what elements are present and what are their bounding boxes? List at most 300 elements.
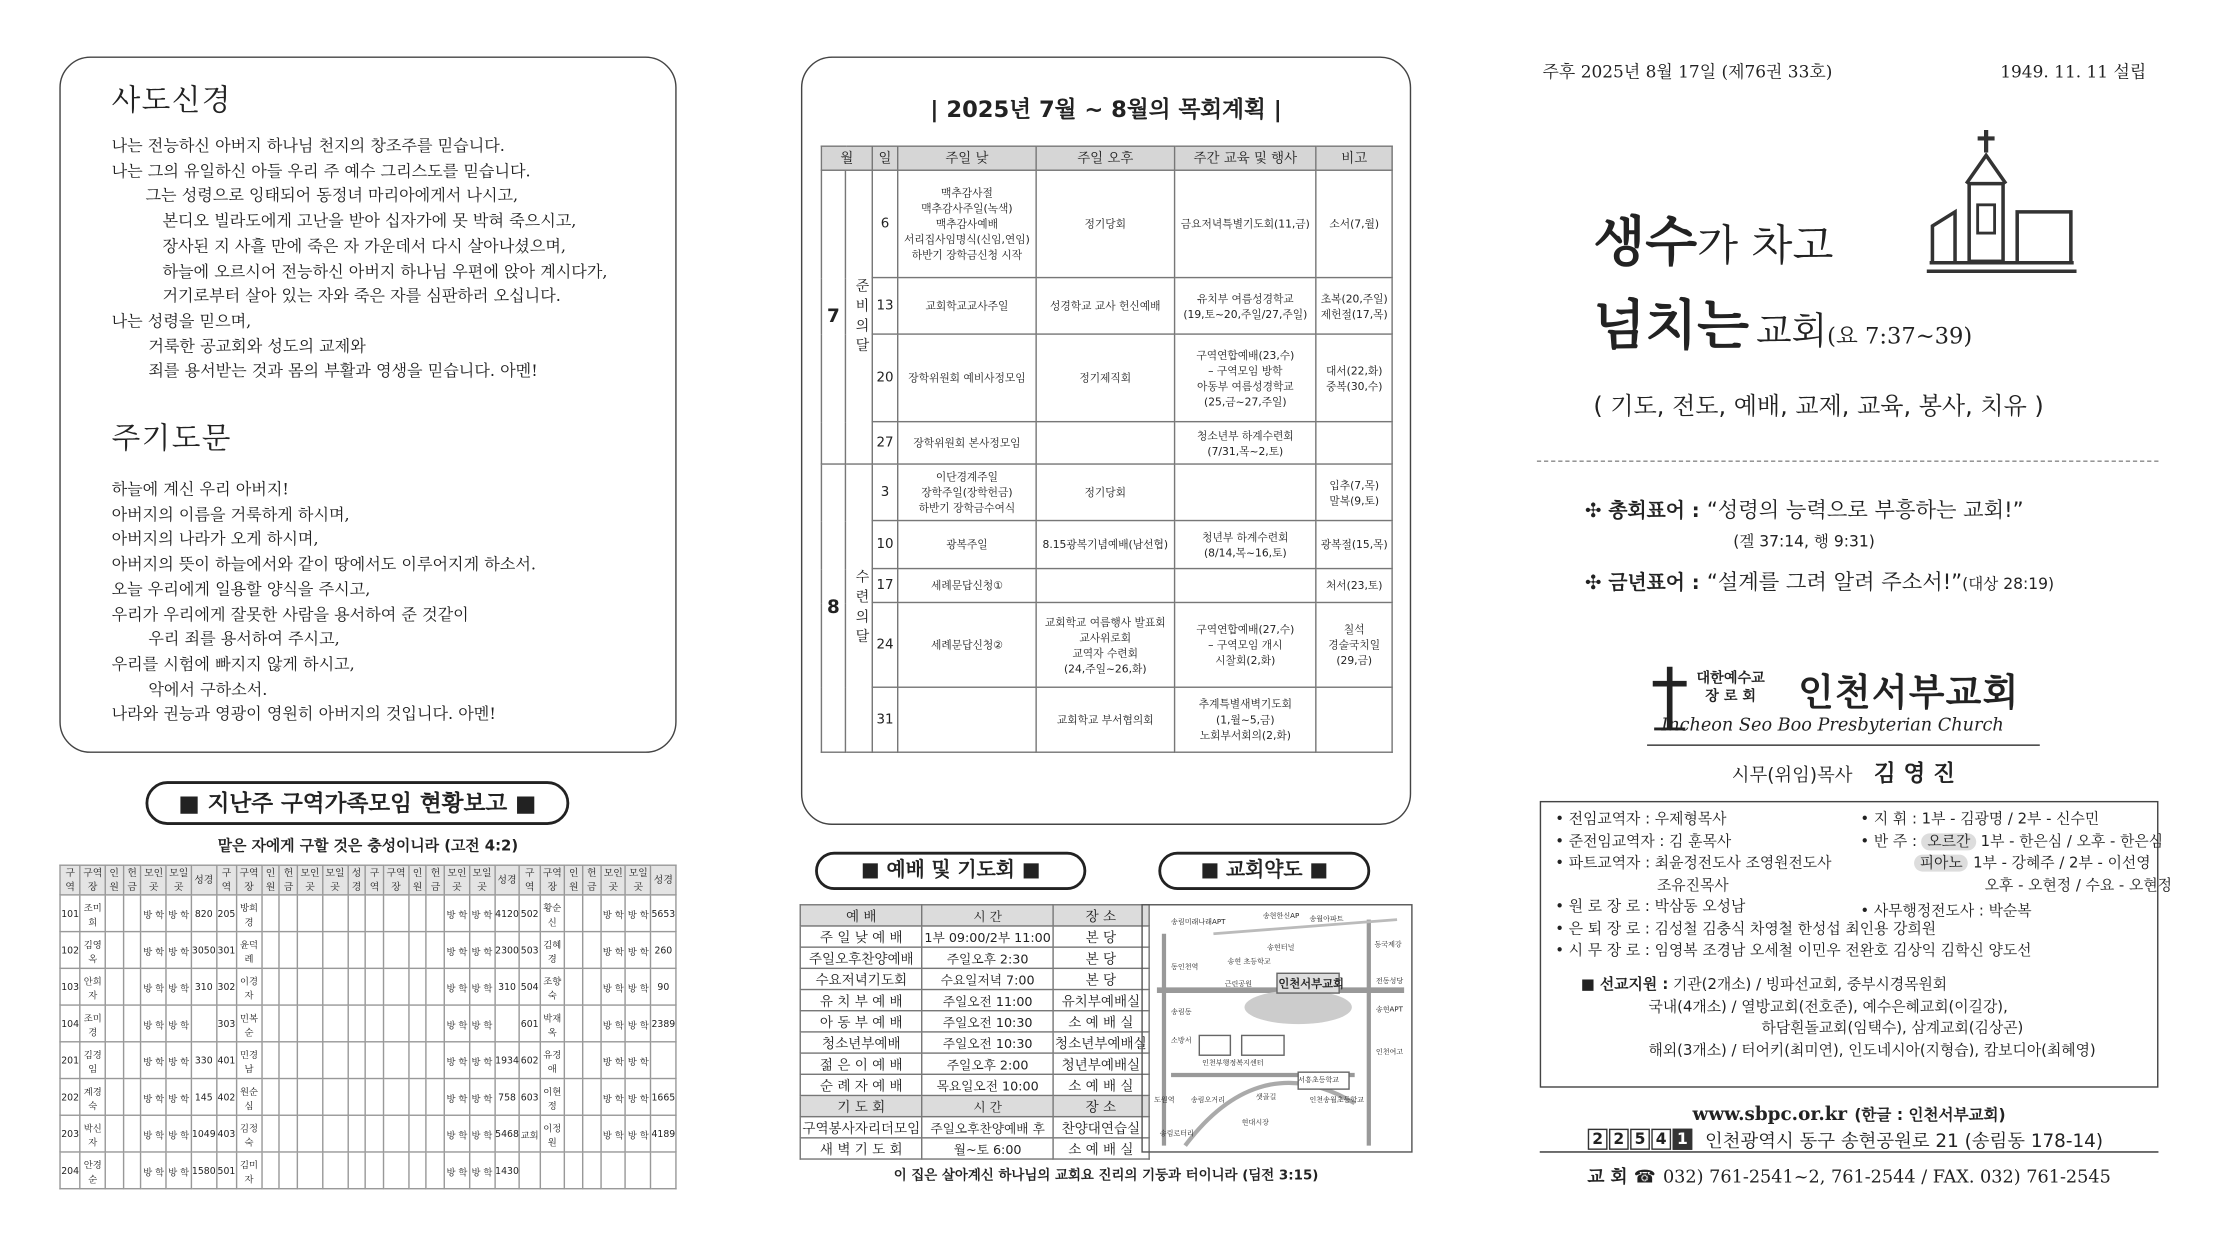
prayer-line: 아버지의 뜻이 하늘에서와 같이 땅에서도 이루어지게 하소서.	[111, 553, 536, 574]
report-cell: 방 학	[601, 932, 626, 969]
report-header-cell: 인원	[565, 865, 583, 895]
report-cell	[383, 1005, 408, 1042]
schedule-sunday-morning: 교회학교교사주일	[898, 278, 1036, 335]
report-cell	[365, 932, 383, 969]
worship-cell: 시 간	[922, 905, 1053, 926]
schedule-weekly-events	[1174, 464, 1316, 521]
schedule-note	[1316, 687, 1392, 752]
report-cell: 방 학	[626, 932, 651, 969]
report-cell	[105, 1115, 123, 1152]
map-label: 송림동	[1171, 1008, 1192, 1018]
worship-row	[800, 1032, 1149, 1053]
report-cell: 방 학	[166, 968, 191, 1005]
schedule-day: 3	[872, 464, 897, 521]
report-cell	[262, 1005, 280, 1042]
mission-line: 하담흰돌교회(임택수), 삼계교회(김상곤)	[1761, 1019, 2024, 1037]
pastor-name: 김 영 진	[1873, 759, 1956, 787]
report-row	[60, 895, 676, 932]
prayer-line: 아버지의 이름을 거룩하게 하시며,	[111, 503, 350, 524]
worship-cell: 목요일오전 10:00	[922, 1074, 1053, 1095]
staff-line: • 시 무 장 로 : 임영복 조경남 오세철 이민우 전완호 김상익 김학신 양도선	[1555, 942, 2032, 960]
report-cell	[494, 1005, 519, 1042]
report-header-cell: 모인곳	[141, 865, 166, 895]
report-cell: 이경자	[237, 968, 262, 1005]
report-cell	[365, 968, 383, 1005]
worship-row	[800, 1053, 1149, 1074]
report-cell	[123, 932, 141, 969]
schedule-weekly-events: 청년부 하계수련회 (8/14,목~16,토)	[1174, 521, 1316, 569]
schedule-sunday-afternoon: 정기당회	[1036, 170, 1174, 277]
report-cell	[105, 1042, 123, 1079]
schedule-day: 24	[872, 602, 897, 687]
report-cell: 101	[60, 895, 80, 932]
report-cell: 201	[60, 1042, 80, 1079]
report-row	[60, 1079, 676, 1116]
worship-cell: 수요저녁기도회	[800, 968, 922, 989]
report-cell	[279, 1005, 297, 1042]
prayer-text	[112, 478, 676, 728]
worship-cell: 새 벽 기 도 회	[800, 1138, 922, 1159]
church-name: 인천서부교회	[1798, 672, 2020, 715]
report-cell: 방 학	[444, 1152, 469, 1189]
report-header-cell: 구역	[216, 865, 236, 895]
creed-panel	[59, 57, 676, 753]
report-cell	[123, 1079, 141, 1116]
report-cell: 안희자	[80, 968, 105, 1005]
schedule-month-theme: 준비의달	[845, 170, 872, 464]
schedule-month-theme: 수련의달	[845, 464, 872, 752]
prayer-line: 악에서 구하소서.	[148, 678, 268, 699]
map-label: 송림오거리	[1190, 1096, 1225, 1105]
year-motto-label: ✣ 금년표어 :	[1584, 572, 1700, 595]
schedule-header-cell: 주일 오후	[1036, 146, 1174, 170]
schedule-sunday-afternoon: 8.15광복기념예배(남선협)	[1036, 521, 1174, 569]
schedule-month: 8	[821, 464, 845, 752]
schedule-row	[821, 334, 1392, 422]
report-cell: 방 학	[141, 1115, 166, 1152]
prayer-line: 나라와 권능과 영광이 영원히 아버지의 것입니다. 아멘!	[111, 703, 496, 724]
prayer-line: 하늘에 계신 우리 아버지!	[111, 478, 289, 499]
report-cell: 방 학	[469, 932, 494, 969]
prayer-meeting-row	[800, 1117, 1149, 1138]
schedule-sunday-morning: 광복주일	[898, 521, 1036, 569]
report-header-cell: 구역장	[237, 865, 262, 895]
report-cell: 403	[216, 1115, 236, 1152]
creed-line: 나는 그의 유일하신 아들 우리 주 예수 그리스도를 믿습니다.	[111, 160, 531, 181]
report-cell: 방 학	[469, 1079, 494, 1116]
staff-line: • 전임교역자 : 우제형목사	[1555, 810, 1727, 828]
report-cell: 김혜경	[540, 932, 565, 969]
report-header-cell: 성경	[651, 865, 676, 895]
report-cell: 방 학	[444, 1005, 469, 1042]
schedule-weekly-events: 구역연합예배(27,수) – 구역모임 개시 시찰회(2,화)	[1174, 602, 1316, 687]
report-cell: 103	[60, 968, 80, 1005]
motto-section	[1585, 494, 2178, 596]
report-cell	[105, 895, 123, 932]
report-cell	[322, 932, 347, 969]
worship-cell: 본 당	[1053, 926, 1149, 947]
staff-line: • 준전임교역자 : 김 훈목사	[1555, 832, 1732, 850]
report-cell	[651, 1152, 676, 1189]
report-cell	[322, 1152, 347, 1189]
worship-table	[800, 904, 1150, 1160]
schedule-note: 처서(23,토)	[1316, 569, 1392, 603]
report-cell: 방 학	[626, 968, 651, 1005]
report-cell: 방 학	[601, 1042, 626, 1079]
pastor-label: 시무(위임)목사	[1731, 765, 1853, 787]
report-cell	[408, 1115, 426, 1152]
report-cell: 방 학	[141, 1042, 166, 1079]
general-motto: “성령의 능력으로 부흥하는 교회!”	[1706, 497, 2024, 523]
report-cell: 박재옥	[540, 1005, 565, 1042]
worship-cell: 소 예 배 실	[1053, 1074, 1149, 1095]
creed-line: 장사된 지 사흘 만에 죽은 자 가운데서 다시 살아나셨으며,	[162, 235, 566, 256]
report-cell	[426, 1079, 444, 1116]
report-cell: 260	[651, 932, 676, 969]
slogan-text: 교회	[1756, 310, 1828, 354]
accompanist-label: • 반 주 :	[1860, 832, 1917, 850]
schedule-note: 입추(7,목) 말복(9,토)	[1316, 464, 1392, 521]
report-cell: 302	[216, 968, 236, 1005]
worship-row	[800, 947, 1149, 968]
staff-box	[1540, 801, 2172, 1088]
report-header-cell: 모일곳	[469, 865, 494, 895]
report-cell: 방 학	[444, 1079, 469, 1116]
map-label: 송현터널	[1267, 943, 1295, 953]
piano-players: 1부 - 강혜주 / 2부 - 이선영	[1973, 854, 2151, 872]
zip-digit: 4	[1651, 1129, 1671, 1150]
schedule-day: 13	[872, 278, 897, 335]
general-motto-ref: (겔 37:14, 행 9:31)	[1733, 532, 1875, 551]
report-cell: 401	[216, 1042, 236, 1079]
report-cell: 이정원	[540, 1115, 565, 1152]
denomination-line: 장 로 회	[1705, 689, 1757, 705]
report-cell	[262, 968, 280, 1005]
schedule-sunday-afternoon: 정기당회	[1036, 464, 1174, 521]
schedule-sunday-afternoon: 성경학교 교사 헌신예배	[1036, 278, 1174, 335]
report-cell	[565, 895, 583, 932]
map-label: 서흥초등학교	[1298, 1076, 1340, 1085]
report-cell: 방 학	[626, 1005, 651, 1042]
report-cell	[322, 1115, 347, 1152]
report-cell: 방 학	[141, 968, 166, 1005]
report-header-cell: 성경	[494, 865, 519, 895]
mission-line: 해외(3개소) / 터어키(최미연), 인도네시아(지형습), 캄보디아(최혜영)	[1648, 1041, 2096, 1059]
report-cell	[123, 1115, 141, 1152]
report-header-cell: 헌금	[279, 865, 297, 895]
phone: 032) 761-2541~2, 761-2544 / FAX. 032) 761-2545	[1662, 1165, 2111, 1187]
slogan-emph: 넘치는	[1593, 293, 1749, 356]
report-cell	[279, 1152, 297, 1189]
report-cell: 방 학	[166, 932, 191, 969]
worship-header-row	[800, 905, 1149, 926]
church-english-name: Incheon Seo Boo Presbyterian Church	[1661, 713, 2004, 735]
creed-line: 본디오 빌라도에게 고난을 받아 십자가에 못 박혀 죽으시고,	[162, 210, 577, 231]
schedule-row	[821, 464, 1392, 521]
report-header-cell: 모인곳	[601, 865, 626, 895]
report-cell: 조미경	[80, 1005, 105, 1042]
piano-players-2: 오후 - 오현정 / 수요 - 오현정	[1984, 876, 2172, 894]
report-cell: 402	[216, 1079, 236, 1116]
report-cell: 1934	[494, 1042, 519, 1079]
report-cell: 310	[191, 968, 216, 1005]
zip-digit: 1	[1673, 1129, 1693, 1150]
report-cell: 330	[191, 1042, 216, 1079]
report-cell	[365, 1005, 383, 1042]
report-cell	[347, 968, 365, 1005]
report-header-cell: 구역	[60, 865, 80, 895]
prayer-line: 우리가 우리에게 잘못한 사람을 용서하여 준 것같이	[111, 603, 469, 624]
report-cell	[279, 1115, 297, 1152]
report-cell: 603	[520, 1079, 540, 1116]
report-cell	[565, 1079, 583, 1116]
report-cell	[297, 1079, 322, 1116]
worship-cell: 청소년부예배	[800, 1032, 922, 1053]
schedule-sunday-afternoon: 교회학교 부서협의회	[1036, 687, 1174, 752]
worship-cell: 장 소	[1053, 1095, 1149, 1116]
schedule-note	[1316, 422, 1392, 464]
report-cell	[279, 895, 297, 932]
map-label: 인천부행정복지센터	[1202, 1059, 1264, 1068]
creed-text	[112, 134, 676, 384]
report-cell: 4189	[651, 1115, 676, 1152]
phone-line	[1540, 1151, 2159, 1188]
report-cell: 조미희	[80, 895, 105, 932]
map-label: 도원역	[1154, 1096, 1175, 1105]
report-cell: 방 학	[166, 1005, 191, 1042]
report-cell: 방 학	[141, 932, 166, 969]
worship-row	[800, 968, 1149, 989]
report-cell: 김정숙	[237, 1115, 262, 1152]
report-header-cell: 인원	[262, 865, 280, 895]
schedule-row	[821, 687, 1392, 752]
report-cell: 203	[60, 1115, 80, 1152]
worship-cell: 구역봉사자리더모임	[800, 1117, 922, 1138]
schedule-day: 6	[872, 170, 897, 277]
report-cell	[347, 1005, 365, 1042]
schedule-sunday-afternoon: 정기제직회	[1036, 334, 1174, 422]
report-cell: 방 학	[601, 1115, 626, 1152]
report-cell: 4120	[494, 895, 519, 932]
report-cell	[365, 1042, 383, 1079]
worship-cell: 수요일저녁 7:00	[922, 968, 1053, 989]
slogan-text: 가 차고	[1697, 221, 1834, 272]
schedule-header-cell: 비고	[1316, 146, 1392, 170]
report-cell	[408, 932, 426, 969]
worship-cell: 주일오후찬양예배	[800, 947, 922, 968]
report-cell	[105, 932, 123, 969]
report-header-cell: 구역장	[383, 865, 408, 895]
report-cell: 방 학	[166, 1152, 191, 1189]
report-header-cell: 헌금	[123, 865, 141, 895]
report-row	[60, 968, 676, 1005]
report-cell: 104	[60, 1005, 80, 1042]
map-label: 송월아파트	[1309, 915, 1344, 924]
report-cell	[365, 1152, 383, 1189]
report-cell	[365, 1079, 383, 1116]
report-cell: 김경임	[80, 1042, 105, 1079]
report-header-cell: 모일곳	[166, 865, 191, 895]
report-header-cell: 모인곳	[444, 865, 469, 895]
church-map	[1141, 904, 1412, 1153]
report-title: ■ 지난주 구역가족모임 현황보고 ■	[145, 781, 569, 825]
report-cell	[347, 1152, 365, 1189]
report-cell	[383, 1042, 408, 1079]
general-motto-label: ✣ 총회표어 :	[1584, 500, 1700, 523]
schedule-header-cell: 일	[872, 146, 897, 170]
report-cell: 방 학	[444, 1115, 469, 1152]
report-cell	[426, 932, 444, 969]
schedule-day: 20	[872, 334, 897, 422]
report-cell	[365, 895, 383, 932]
creed-line: 죄를 용서받는 것과 몸의 부활과 영생을 믿습니다. 아멘!	[148, 360, 538, 381]
report-cell	[426, 895, 444, 932]
worship-cell: 본 당	[1053, 947, 1149, 968]
year-motto: “설계를 그려 알려 주소서!”	[1706, 569, 1963, 595]
report-cell: 205	[216, 895, 236, 932]
worship-row	[800, 1011, 1149, 1032]
report-cell: 김영옥	[80, 932, 105, 969]
issue-date: 주후 2025년 8월 17일 (제76권 33호)	[1542, 62, 1833, 82]
report-cell: 3050	[191, 932, 216, 969]
staff-line: • 은 퇴 장 로 : 김성철 김충식 차영철 한성섭 최인용 강희원	[1555, 920, 1937, 938]
report-cell	[383, 1079, 408, 1116]
report-cell: 501	[216, 1152, 236, 1189]
report-row	[60, 1005, 676, 1042]
report-verse: 맡은 자에게 구할 것은 충성이니라 (고전 4:2)	[217, 837, 519, 855]
creed-line: 거기로부터 살아 있는 자와 죽은 자를 심판하러 오십니다.	[162, 285, 561, 306]
report-cell	[297, 968, 322, 1005]
report-cell: 303	[216, 1005, 236, 1042]
report-cell	[123, 1005, 141, 1042]
report-header-cell: 헌금	[426, 865, 444, 895]
report-cell	[565, 1042, 583, 1079]
worship-cell: 주일오전 10:30	[922, 1032, 1053, 1053]
conductor: • 지 휘 : 1부 - 김광명 / 2부 - 신수민	[1860, 810, 2100, 828]
prayer-meeting-header-row	[800, 1095, 1149, 1116]
report-cell	[365, 1115, 383, 1152]
report-header-cell: 성경	[347, 865, 365, 895]
report-cell	[565, 932, 583, 969]
report-cell	[583, 1079, 601, 1116]
report-header-cell: 헌금	[583, 865, 601, 895]
map-label: 현대시장	[1241, 1118, 1269, 1128]
staff-line: 조유진목사	[1656, 876, 1729, 894]
report-header-cell: 인원	[105, 865, 123, 895]
organ-badge: 오르간	[1922, 833, 1976, 850]
report-cell: 방 학	[469, 1115, 494, 1152]
pastor-line	[1647, 744, 2040, 788]
map-label: 인천송월초등학교	[1309, 1096, 1365, 1105]
report-cell	[279, 1042, 297, 1079]
schedule-weekly-events: 유치부 여름성경학교 (19,토~20,주일/27,주일)	[1174, 278, 1316, 335]
creed-line: 하늘에 오르시어 전능하신 아버지 하나님 우편에 앉아 계시다가,	[162, 260, 608, 281]
report-cell	[383, 968, 408, 1005]
report-cell	[565, 968, 583, 1005]
report-cell: 방 학	[626, 1042, 651, 1079]
report-cell: 방 학	[601, 968, 626, 1005]
report-cell	[583, 1005, 601, 1042]
worship-cell: 청소년부예배실	[1053, 1032, 1149, 1053]
denomination	[1697, 670, 1765, 707]
zip-code	[1588, 1129, 1694, 1150]
report-cell	[347, 1115, 365, 1152]
zip-digit: 2	[1588, 1129, 1608, 1150]
report-cell	[105, 1005, 123, 1042]
worship-row	[800, 990, 1149, 1011]
report-cell: 방 학	[469, 1042, 494, 1079]
zip-digit: 5	[1630, 1129, 1650, 1150]
creed-line: 나는 성령을 믿으며,	[111, 310, 252, 331]
report-cell	[583, 895, 601, 932]
creed-line: 거룩한 공교회와 성도의 교제와	[148, 335, 366, 356]
schedule-header-cell: 주일 낮	[898, 146, 1036, 170]
church-building-icon	[1924, 127, 2079, 282]
report-cell	[279, 968, 297, 1005]
mission-line: 국내(4개소) / 열방교회(전호준), 예수은혜교회(이길강),	[1648, 998, 2008, 1015]
worship-cell: 1부 09:00/2부 11:00	[922, 926, 1053, 947]
report-cell: 204	[60, 1152, 80, 1189]
report-cell	[279, 932, 297, 969]
schedule-day: 27	[872, 422, 897, 464]
schedule-sunday-morning: 세례문답신청②	[898, 602, 1036, 687]
report-cell: 602	[520, 1042, 540, 1079]
worship-cell: 젊 은 이 예 배	[800, 1053, 922, 1074]
worship-cell: 찬양대연습실	[1053, 1117, 1149, 1138]
schedule-sunday-afternoon	[1036, 422, 1174, 464]
worship-cell: 기 도 회	[800, 1095, 922, 1116]
report-row	[60, 1152, 676, 1189]
worship-cell: 유치부예배실	[1053, 990, 1149, 1011]
report-cell	[322, 895, 347, 932]
map-label: 송림미래나래APT	[1171, 918, 1226, 927]
report-cell	[262, 932, 280, 969]
report-cell	[426, 1005, 444, 1042]
report-cell	[123, 968, 141, 1005]
report-cell	[426, 968, 444, 1005]
report-cell	[408, 1005, 426, 1042]
report-cell: 202	[60, 1079, 80, 1116]
report-cell	[408, 895, 426, 932]
report-cell	[583, 968, 601, 1005]
report-cell: 301	[216, 932, 236, 969]
report-cell: 504	[520, 968, 540, 1005]
worship-cell: 소 예 배 실	[1053, 1138, 1149, 1159]
report-cell	[540, 1152, 565, 1189]
worship-cell: 청년부예배실	[1053, 1053, 1149, 1074]
prayer-line: 우리 죄를 용서하여 주시고,	[148, 628, 340, 649]
creed-line: 나는 전능하신 아버지 하나님 천지의 창조주를 믿습니다.	[111, 135, 505, 156]
report-cell: 민경남	[237, 1042, 262, 1079]
worship-cell: 주일오후 2:00	[922, 1053, 1053, 1074]
report-cell	[347, 932, 365, 969]
website[interactable]: www.sbpc.or.kr	[1692, 1104, 1848, 1126]
organ-players: 1부 - 한은심 / 오후 - 한은심	[1980, 832, 2164, 850]
worship-cell: 유 치 부 예 배	[800, 990, 922, 1011]
report-cell: 박신자	[80, 1115, 105, 1152]
report-cell: 방 학	[601, 1079, 626, 1116]
mission-line: 기관(2개소) / 빙파선교회, 중부시경목원회	[1673, 976, 1948, 994]
report-cell	[347, 1042, 365, 1079]
report-cell	[347, 895, 365, 932]
report-cell: 윤덕례	[237, 932, 262, 969]
worship-cell: 아 동 부 예 배	[800, 1011, 922, 1032]
report-cell: 방 학	[469, 1152, 494, 1189]
footer-verse: 이 집은 살아계신 하나님의 교회요 진리의 기둥과 터이니라 (딤전 3:15)	[893, 1168, 1319, 1184]
schedule-row	[821, 569, 1392, 603]
report-cell: 원순심	[237, 1079, 262, 1116]
report-cell: 황순신	[540, 895, 565, 932]
